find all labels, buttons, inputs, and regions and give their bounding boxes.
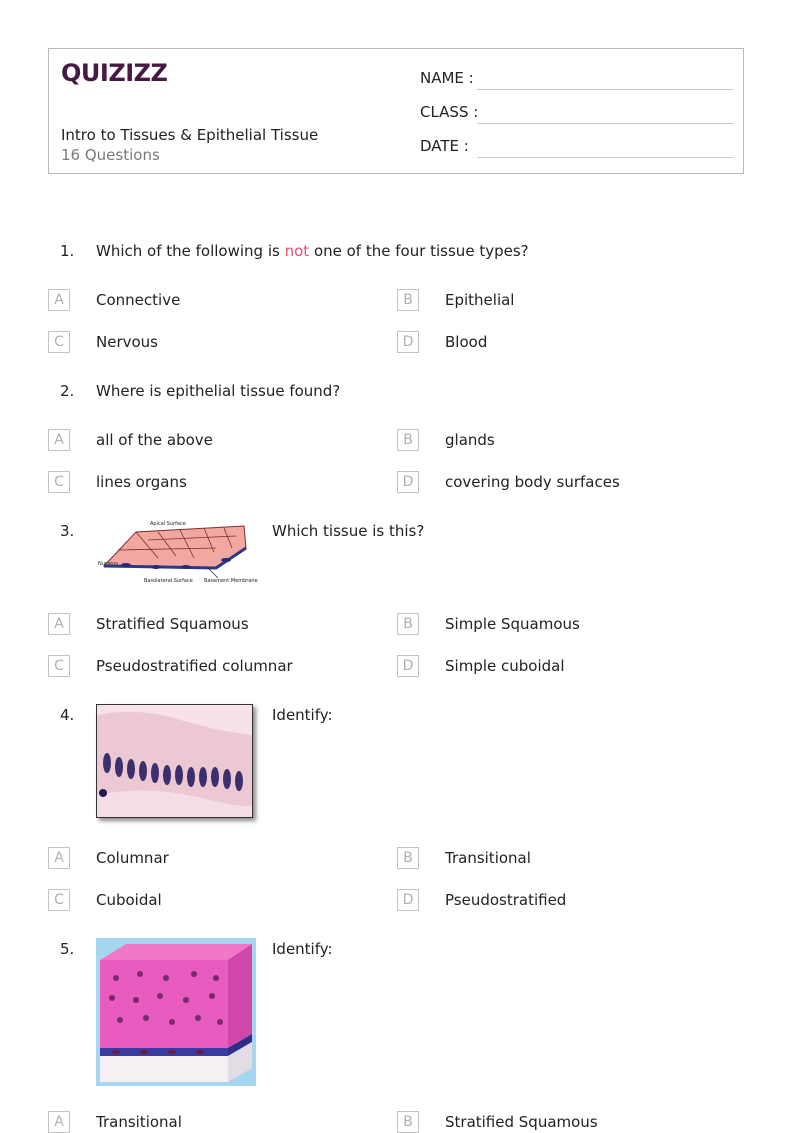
option-letter-b[interactable]: B — [397, 429, 419, 451]
option-text: Stratified Squamous — [96, 615, 249, 633]
option-text: Stratified Squamous — [445, 1113, 598, 1131]
option-letter-b[interactable]: B — [397, 1111, 419, 1133]
class-line[interactable] — [477, 123, 733, 124]
worksheet-header — [48, 48, 744, 174]
highlight-word: not — [284, 242, 310, 260]
name-line[interactable] — [477, 89, 733, 90]
name-label: NAME : — [420, 69, 474, 87]
option-text: Epithelial — [445, 291, 515, 309]
question-text: Identify: — [272, 940, 333, 958]
question-text: Which tissue is this? — [272, 522, 425, 540]
option-text: lines organs — [96, 473, 187, 491]
option-text: Blood — [445, 333, 488, 351]
option-letter-a[interactable]: A — [48, 613, 70, 635]
option-text: Connective — [96, 291, 181, 309]
option-letter-c[interactable]: C — [48, 331, 70, 353]
question-text: Which of the following is not one of the four tissue types? — [96, 242, 529, 260]
option-letter-c[interactable]: C — [48, 889, 70, 911]
option-letter-c[interactable]: C — [48, 655, 70, 677]
simple-squamous-diagram — [96, 518, 258, 590]
option-letter-a[interactable]: A — [48, 1111, 70, 1133]
option-text: Columnar — [96, 849, 169, 867]
diagram-label: Basolateral Surface — [144, 578, 193, 584]
diagram-label: Apical Surface — [150, 521, 186, 527]
option-text: Pseudostratified columnar — [96, 657, 293, 675]
option-text: Nervous — [96, 333, 158, 351]
question-text: Where is epithelial tissue found? — [96, 382, 341, 400]
option-text: Simple cuboidal — [445, 657, 565, 675]
option-text: Cuboidal — [96, 891, 162, 909]
quizizz-logo: QUIZIZZ — [61, 59, 168, 87]
class-label: CLASS : — [420, 103, 479, 121]
option-letter-b[interactable]: B — [397, 613, 419, 635]
option-letter-a[interactable]: A — [48, 429, 70, 451]
option-text: all of the above — [96, 431, 213, 449]
date-label: DATE : — [420, 137, 469, 155]
option-letter-d[interactable]: D — [397, 331, 419, 353]
question-text: Identify: — [272, 706, 333, 724]
option-letter-d[interactable]: D — [397, 889, 419, 911]
option-letter-b[interactable]: B — [397, 847, 419, 869]
question-number: 2. — [60, 382, 75, 400]
stratified-squamous-diagram — [96, 938, 256, 1086]
option-letter-d[interactable]: D — [397, 471, 419, 493]
diagram-label: Nucleus — [98, 561, 118, 567]
option-text: Transitional — [96, 1113, 182, 1131]
quiz-title: Intro to Tissues & Epithelial Tissue — [61, 126, 319, 144]
option-text: Pseudostratified — [445, 891, 567, 909]
question-number: 4. — [60, 706, 75, 724]
date-line[interactable] — [477, 157, 733, 158]
option-text: covering body surfaces — [445, 473, 620, 491]
option-text: Transitional — [445, 849, 531, 867]
option-letter-a[interactable]: A — [48, 289, 70, 311]
option-letter-a[interactable]: A — [48, 847, 70, 869]
question-number: 3. — [60, 522, 75, 540]
option-text: glands — [445, 431, 495, 449]
option-letter-b[interactable]: B — [397, 289, 419, 311]
diagram-label: Basement Membrane — [204, 578, 258, 584]
option-letter-d[interactable]: D — [397, 655, 419, 677]
question-count: 16 Questions — [61, 146, 160, 164]
option-letter-c[interactable]: C — [48, 471, 70, 493]
option-text: Simple Squamous — [445, 615, 580, 633]
question-number: 5. — [60, 940, 75, 958]
columnar-tissue-micrograph — [96, 704, 253, 818]
question-number: 1. — [60, 242, 75, 260]
